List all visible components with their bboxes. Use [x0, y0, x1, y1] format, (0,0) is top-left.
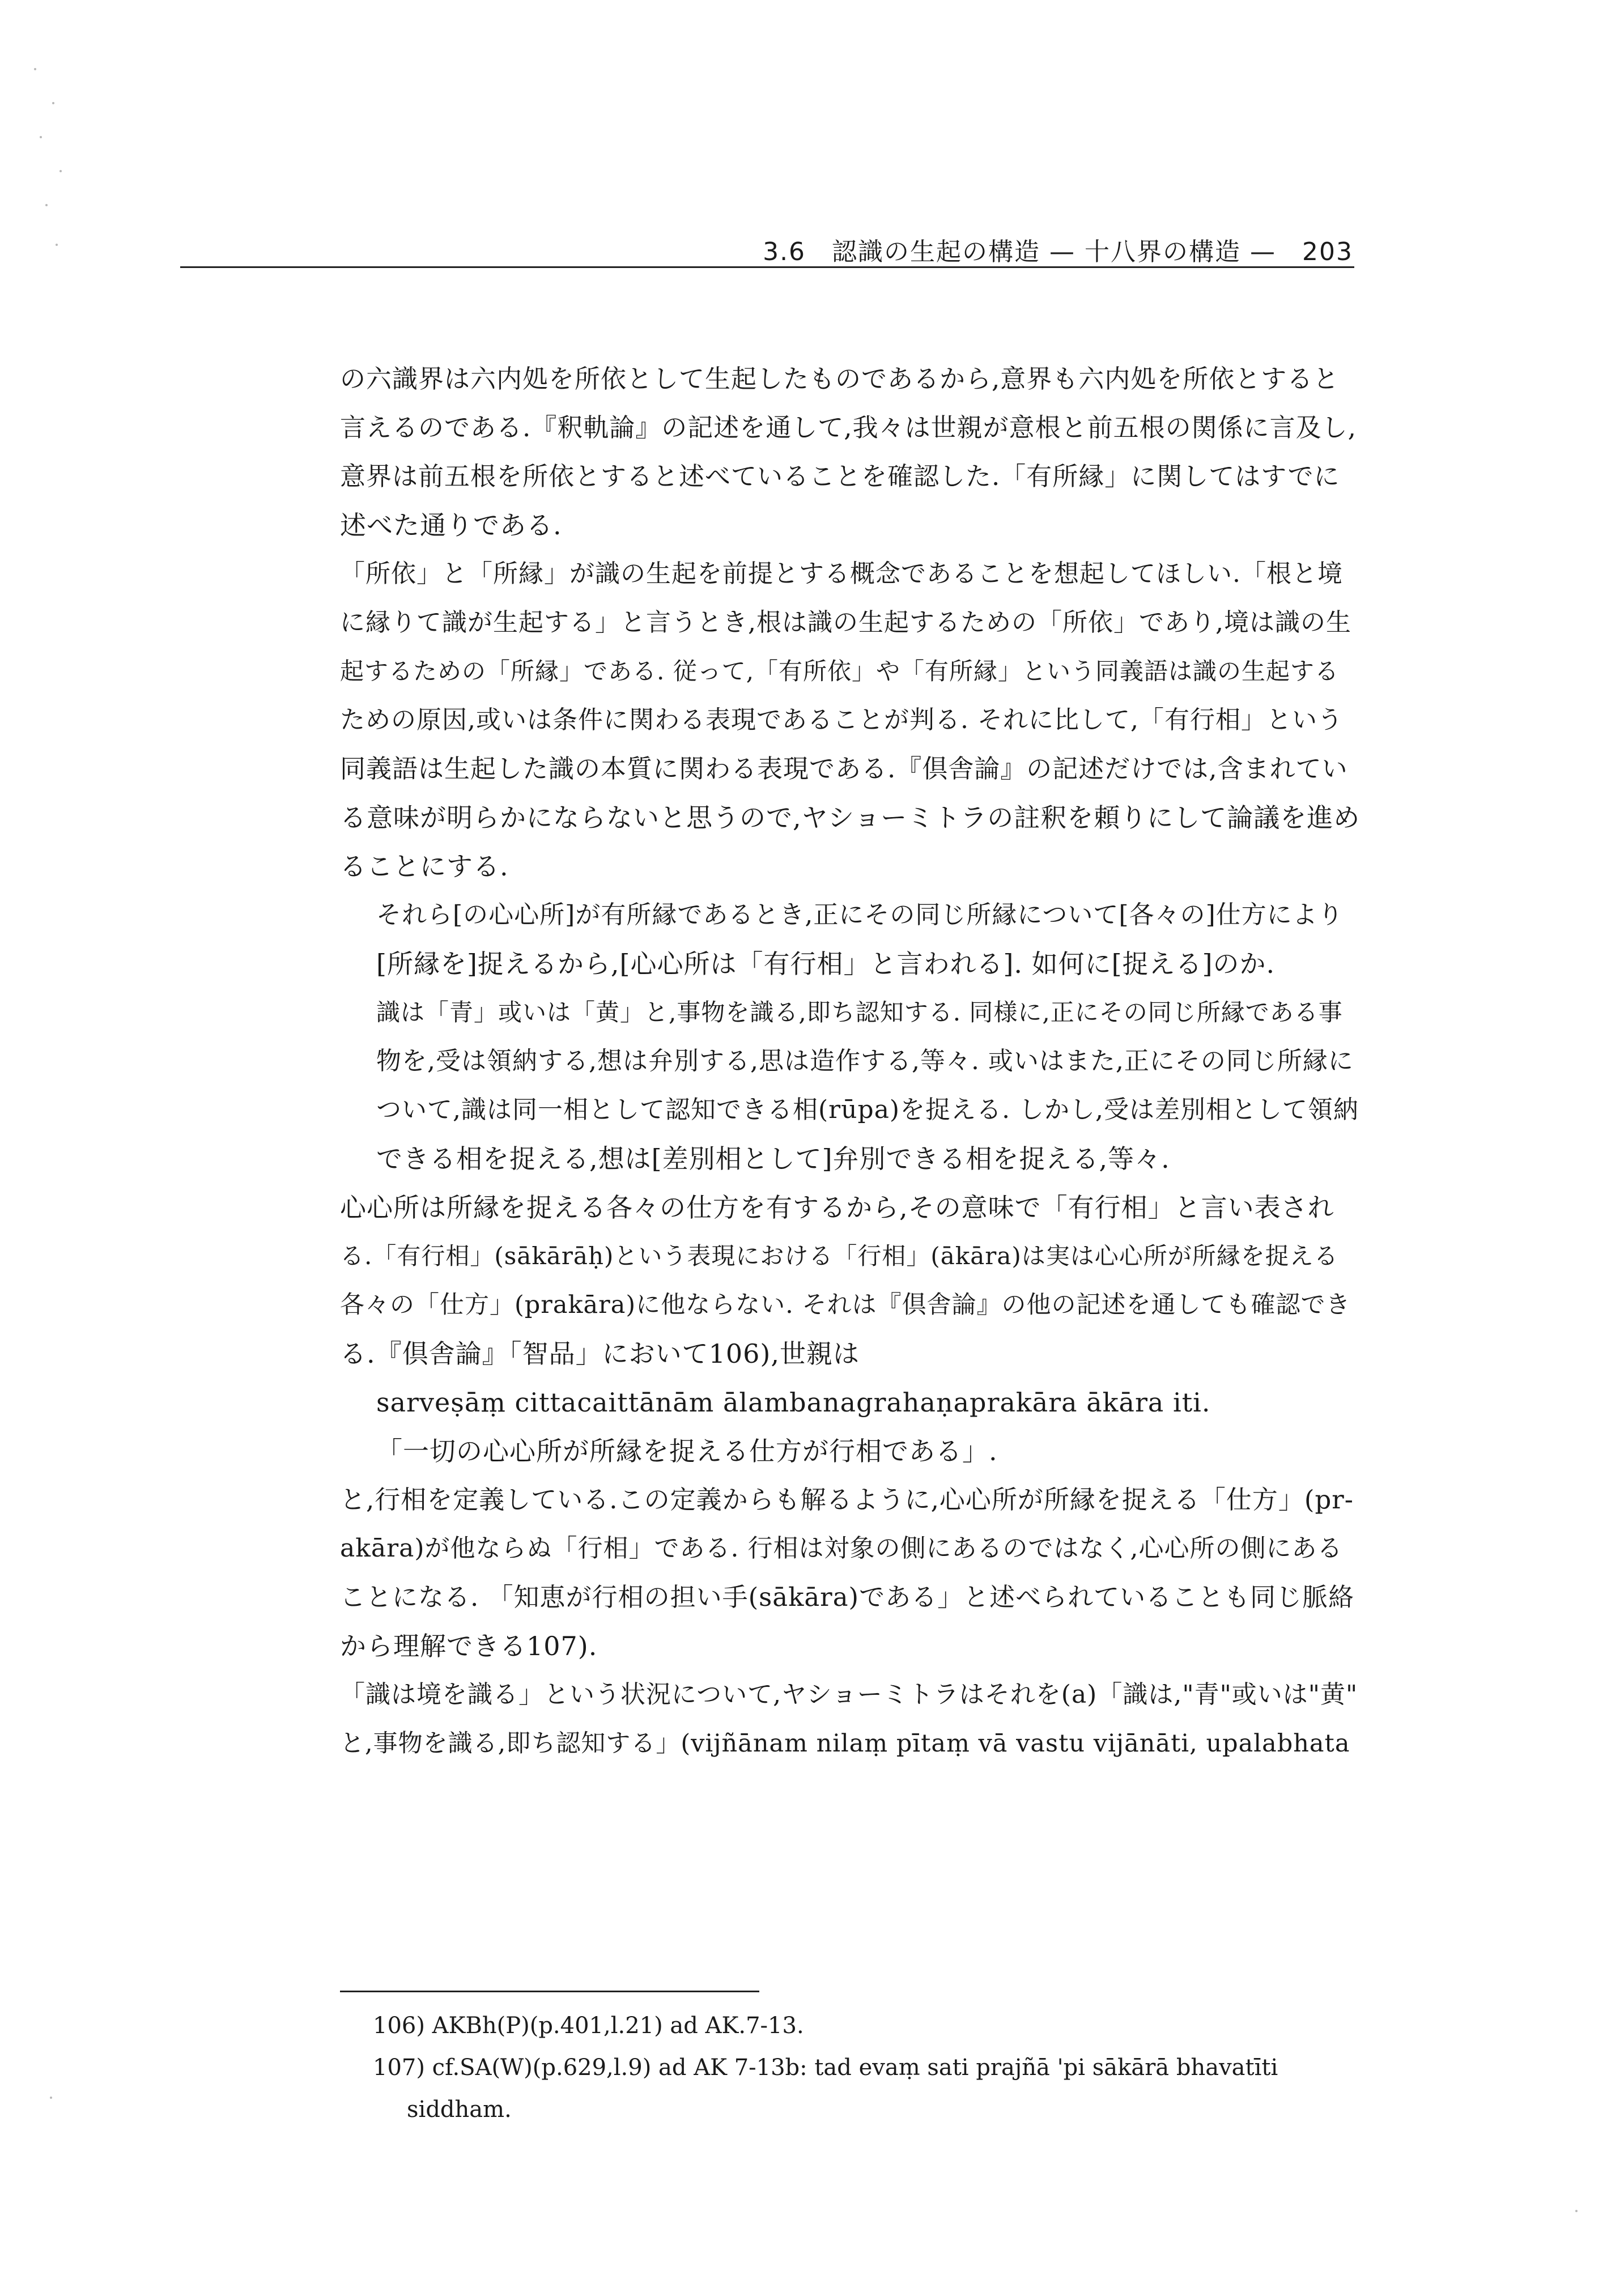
text-line: に縁りて識が生起する」と言うとき,根は識の生起するための「所依」であり,境は識の生: [340, 608, 1351, 637]
running-head: 3.6 認識の生起の構造 — 十八界の構造 — 203: [763, 237, 1353, 266]
footnotes: [373, 2005, 1359, 2131]
text-line: 意界は前五根を所依とすると述べていることを確認した.「有所縁」に関してはすでに: [340, 461, 1340, 491]
text-line: 述べた通りである.: [340, 510, 562, 541]
text-line: 「識は境を識る」という状況について,ヤショーミトラはそれを(a)「識は,"青"或いは"黄": [340, 1680, 1358, 1709]
text-line: akāra)が他ならぬ「行相」である. 行相は対象の側にあるのではなく,心心所の側にある: [340, 1534, 1343, 1563]
scan-speck: [45, 204, 48, 206]
text-line: ことになる. 「知恵が行相の担い手(sākāra)である」と述べられていることも同じ脈絡: [340, 1582, 1355, 1612]
scan-speck: [50, 2097, 52, 2099]
text-line: ることにする.: [340, 851, 509, 882]
footnote-line: 106) AKBh(P)(p.401,l.21) ad AK.7-13.: [373, 2013, 804, 2039]
text-line: 心心所は所縁を捉える各々の仕方を有するから,その意味で「有行相」と言い表され: [340, 1192, 1334, 1223]
text-line: の六識界は六内処を所依として生起したものであるから,意界も六内処を所依とすると: [340, 364, 1340, 394]
text-line: る意味が明らかにならないと思うので,ヤショーミトラの註釈を頼りにして論議を進め: [340, 802, 1360, 833]
footnote-line: siddham.: [407, 2097, 512, 2123]
quoted-line: sarveṣāṃ cittacaittānām ālambanagrahaṇaprakāra ākāra iti.: [376, 1387, 1211, 1418]
quoted-line: ついて,識は同一相として認知できる相(rūpa)を捉える. しかし,受は差別相として領納: [376, 1095, 1359, 1124]
scan-speck: [52, 102, 54, 104]
header-rule: [180, 266, 1354, 268]
text-line: る.『倶舎論』「智品」において106),世親は: [340, 1338, 860, 1369]
text-line: る.「有行相」(sākārāḥ)という表現における「行相」(ākāra)は実は心心所が所縁を捉える: [340, 1242, 1338, 1270]
text-line: から理解できる107).: [340, 1631, 598, 1661]
text-line: 同義語は生起した識の本質に関わる表現である.『倶舎論』の記述だけでは,含まれてい: [340, 754, 1348, 784]
text-line: と,事物を識る,即ち認知する」(vijñānam nilaṃ pītaṃ vā vastu vijānāti, upalabhata: [340, 1729, 1350, 1758]
text-line: 「所依」と「所縁」が識の生起を前提とする概念であることを想起してほしい.「根と境: [340, 559, 1343, 588]
footnote-rule: [340, 1991, 759, 1992]
text-line: 各々の「仕方」(prakāra)に他ならない. それは『倶舎論』の他の記述を通しても確認でき: [340, 1291, 1351, 1319]
quoted-line: できる相を捉える,想は[差別相として]弁別できる相を捉える,等々.: [376, 1143, 1170, 1174]
quoted-line: [所縁を]捉えるから,[心心所は「有行相」と言われる]. 如何に[捉える]のか.: [376, 949, 1276, 979]
text-line: ための原因,或いは条件に関わる表現であることが判る. それに比して,「有行相」という: [340, 705, 1343, 734]
scan-speck: [34, 68, 36, 70]
footnote-line: 107) cf.SA(W)(p.629,l.9) ad AK 7-13b: tad evaṃ sati prajñā 'pi sākārā bhavatīti: [373, 2055, 1278, 2081]
scan-speck: [56, 244, 58, 246]
text-line: と,行相を定義している.この定義からも解るように,心心所が所縁を捉える「仕方」(pr-: [340, 1485, 1354, 1515]
text-line: 起するための「所縁」である. 従って,「有所依」や「有所縁」という同義語は識の生起する: [340, 657, 1340, 685]
scan-speck: [1575, 2210, 1578, 2212]
scan-speck: [40, 136, 42, 138]
scan-speck: [59, 170, 62, 172]
quoted-line: 「一切の心心所が所縁を捉える仕方が行相である」.: [376, 1436, 998, 1466]
quoted-line: 識は「青」或いは「黄」と,事物を識る,即ち認知する. 同様に,正にその同じ所縁である事: [376, 998, 1343, 1026]
text-line: 言えるのである.『釈軌論』の記述を通して,我々は世親が意根と前五根の関係に言及し,: [340, 413, 1357, 443]
quoted-line: 物を,受は領納する,想は弁別する,思は造作する,等々. 或いはまた,正にその同じ所縁に: [376, 1047, 1354, 1075]
body-text: [340, 355, 1360, 1768]
quoted-line: それら[の心心所]が有所縁であるとき,正にその同じ所縁について[各々の]仕方により: [376, 900, 1344, 929]
